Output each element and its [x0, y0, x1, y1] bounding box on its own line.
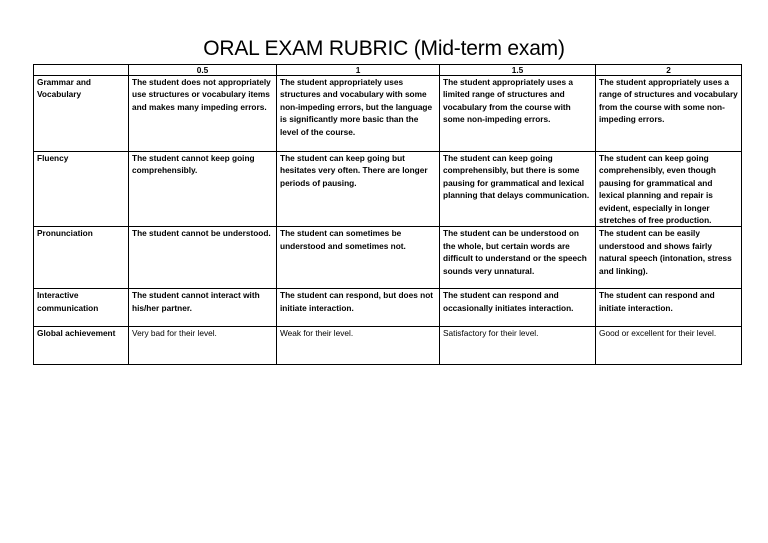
table-row	[34, 152, 742, 227]
descriptor-cell: The student does not appropriately use structures or vocabulary items and makes many impeding errors.	[129, 76, 277, 152]
descriptor-cell: The student appropriately uses a range of structures and vocabulary from the course with some non-impeding errors.	[596, 76, 742, 152]
descriptor-cell: The student appropriately uses a limited range of structures and vocabulary from the course with some non-impeding errors.	[440, 76, 596, 152]
descriptor-cell: The student can be easily understood and shows fairly natural speech (intonation, stress and linking).	[596, 227, 742, 289]
header-cell-score-2: 2	[596, 65, 742, 76]
header-cell-score-1-5: 1.5	[440, 65, 596, 76]
descriptor-cell: The student can keep going comprehensibly, but there is some pausing for grammatical and lexical planning that delays communication.	[440, 152, 596, 227]
header-row	[34, 65, 742, 76]
descriptor-cell: The student can respond and occasionally initiates interaction.	[440, 289, 596, 327]
descriptor-cell: The student can respond and initiate interaction.	[596, 289, 742, 327]
descriptor-cell: The student can sometimes be understood and sometimes not.	[277, 227, 440, 289]
header-cell-score-1: 1	[277, 65, 440, 76]
descriptor-cell: The student cannot be understood.	[129, 227, 277, 289]
header-cell-criterion	[34, 65, 129, 76]
descriptor-cell: The student appropriately uses structures and vocabulary with some non-impeding errors, but the language is significantly more basic than the level of the course.	[277, 76, 440, 152]
header-cell-score-0-5: 0.5	[129, 65, 277, 76]
descriptor-cell: The student can respond, but does not initiate interaction.	[277, 289, 440, 327]
table-row	[34, 289, 742, 327]
descriptor-cell: Very bad for their level.	[129, 327, 277, 365]
table-row	[34, 227, 742, 289]
descriptor-cell: The student can keep going comprehensibly, even though pausing for grammatical and lexical planning and repair is evident, especially in longer stretches of free production.	[596, 152, 742, 227]
descriptor-cell: The student cannot interact with his/her partner.	[129, 289, 277, 327]
page-title: ORAL EXAM RUBRIC (Mid-term exam)	[203, 37, 565, 60]
descriptor-cell: The student can keep going but hesitates very often. There are longer periods of pausing.	[277, 152, 440, 227]
descriptor-cell: The student can be understood on the whole, but certain words are difficult to understand or the speech sounds very unnatural.	[440, 227, 596, 289]
descriptor-cell: Weak for their level.	[277, 327, 440, 365]
table-row	[34, 76, 742, 152]
criterion-cell: Interactive communication	[34, 289, 129, 327]
descriptor-cell: The student cannot keep going comprehensibly.	[129, 152, 277, 227]
descriptor-cell: Satisfactory for their level.	[440, 327, 596, 365]
criterion-cell: Pronunciation	[34, 227, 129, 289]
criterion-cell: Grammar and Vocabulary	[34, 76, 129, 152]
descriptor-cell: Good or excellent for their level.	[596, 327, 742, 365]
rubric-table	[33, 64, 742, 365]
table-row	[34, 327, 742, 365]
criterion-cell: Fluency	[34, 152, 129, 227]
criterion-cell: Global achievement	[34, 327, 129, 365]
